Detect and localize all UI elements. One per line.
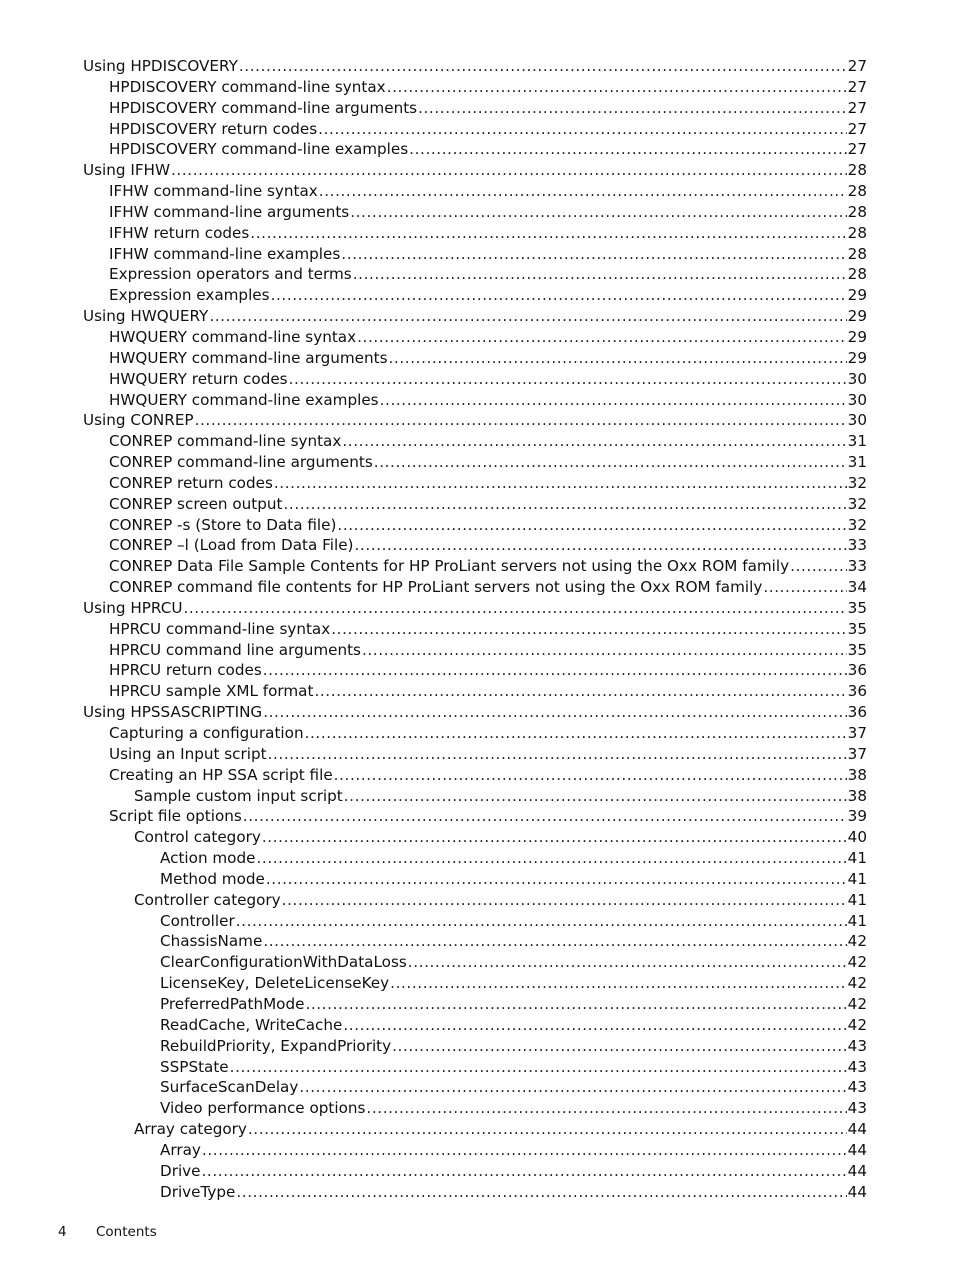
toc-entry-page-number[interactable]: 33 (847, 557, 867, 576)
toc-entry[interactable] (83, 535, 867, 556)
toc-entry-page-number[interactable]: 37 (847, 724, 867, 742)
toc-dot-leader (408, 952, 847, 973)
toc-entry[interactable] (83, 452, 867, 473)
toc-entry-page-number[interactable]: 30 (847, 369, 867, 388)
toc-entry[interactable] (83, 848, 867, 869)
toc-entry-page-number[interactable]: 39 (847, 807, 867, 826)
toc-entry-title[interactable]: Using HPDISCOVERY (83, 57, 238, 75)
toc-dot-leader (266, 869, 847, 890)
toc-entry-title[interactable]: IFHW command-line syntax (109, 182, 318, 201)
toc-dot-leader (230, 1057, 847, 1078)
toc-entry[interactable] (83, 390, 867, 411)
toc-entry-page-number[interactable]: 27 (847, 98, 867, 117)
toc-entry[interactable] (83, 702, 867, 723)
toc-entry[interactable] (83, 285, 867, 306)
toc-dot-leader (202, 1140, 847, 1161)
toc-dot-leader (343, 1015, 846, 1036)
toc-entry[interactable] (83, 556, 867, 577)
toc-entry-page-number[interactable]: 33 (847, 536, 867, 555)
toc-dot-leader (183, 598, 846, 619)
toc-entry-page-number[interactable]: 34 (847, 578, 867, 597)
toc-entry-page-number[interactable]: 30 (847, 390, 867, 409)
toc-dot-leader (239, 56, 847, 77)
toc-entry[interactable] (83, 911, 867, 932)
toc-entry[interactable] (83, 56, 867, 77)
toc-dot-leader (289, 369, 847, 390)
toc-entry-title[interactable]: HPDISCOVERY command-line syntax (109, 77, 386, 96)
toc-entry-title[interactable]: Controller category (134, 890, 281, 909)
toc-dot-leader (334, 765, 847, 786)
toc-entry-title[interactable]: Array category (134, 1120, 247, 1139)
toc-dot-leader (305, 723, 847, 744)
toc-entry[interactable] (83, 77, 867, 98)
toc-entry-page-number[interactable]: 43 (847, 1036, 867, 1055)
toc-entry[interactable] (83, 202, 867, 223)
toc-entry[interactable] (83, 431, 867, 452)
toc-dot-leader (362, 640, 847, 661)
toc-entry-page-number[interactable]: 44 (847, 1182, 867, 1201)
toc-entry-page-number[interactable]: 29 (847, 348, 867, 367)
toc-entry[interactable] (83, 410, 867, 431)
toc-entry-title[interactable]: HWQUERY command-line arguments (109, 348, 388, 367)
toc-entry-page-number[interactable]: 31 (847, 453, 867, 472)
toc-entry-page-number[interactable]: 38 (847, 786, 867, 805)
toc-entry-title[interactable]: CONREP Data File Sample Contents for HP ProLiant servers not using the Oxx ROM family (109, 557, 790, 576)
toc-dot-leader (271, 285, 847, 306)
toc-entry-page-number[interactable]: 28 (847, 182, 867, 201)
toc-entry[interactable] (83, 869, 867, 890)
toc-entry-title[interactable]: Using HPRCU (83, 598, 183, 617)
toc-entry-title[interactable]: Using an Input script (109, 744, 267, 763)
toc-dot-leader (331, 619, 846, 640)
toc-entry-title[interactable]: ReadCache, WriteCache (160, 1015, 343, 1034)
toc-dot-leader (268, 744, 847, 765)
toc-entry-title[interactable]: DriveType (160, 1182, 236, 1201)
toc-entry-title[interactable]: SSPState (160, 1057, 229, 1076)
toc-entry-page-number[interactable]: 41 (847, 890, 867, 909)
toc-entry-title[interactable]: HWQUERY command-line syntax (109, 327, 357, 346)
toc-dot-leader (353, 264, 847, 285)
toc-entry[interactable] (83, 139, 867, 160)
toc-entry[interactable] (83, 244, 867, 265)
footer-section-title: Contents (96, 1224, 157, 1240)
footer-page-number: 4 (58, 1224, 67, 1240)
toc-entry-page-number[interactable]: 27 (847, 140, 867, 159)
toc-entry[interactable] (83, 1161, 867, 1182)
toc-entry-page-number[interactable]: 42 (847, 1015, 867, 1034)
toc-entry-title[interactable]: Script file options (109, 807, 242, 826)
toc-entry[interactable] (83, 1015, 867, 1036)
toc-dot-leader (366, 1098, 846, 1119)
toc-entry-page-number[interactable]: 28 (847, 161, 867, 180)
toc-entry-page-number[interactable]: 43 (847, 1099, 867, 1118)
toc-entry-page-number[interactable]: 44 (847, 1140, 867, 1159)
toc-entry-title[interactable]: Using IFHW (83, 161, 170, 180)
toc-entry[interactable] (83, 119, 867, 140)
toc-dot-leader (282, 890, 847, 911)
toc-entry-title[interactable]: HPDISCOVERY command-line arguments (109, 98, 418, 117)
toc-entry-page-number[interactable]: 29 (847, 286, 867, 305)
toc-entry-title[interactable]: LicenseKey, DeleteLicenseKey (160, 974, 390, 993)
toc-entry-page-number[interactable]: 35 (847, 640, 867, 659)
toc-dot-leader (262, 827, 847, 848)
toc-entry[interactable] (83, 952, 867, 973)
toc-entry-page-number[interactable]: 36 (847, 661, 867, 680)
toc-entry-title[interactable]: Creating an HP SSA script file (109, 765, 333, 784)
toc-entry[interactable] (83, 98, 867, 119)
toc-entry-page-number[interactable]: 36 (847, 703, 867, 722)
toc-entry-page-number[interactable]: 44 (847, 1161, 867, 1180)
toc-entry-title[interactable]: CONREP –l (Load from Data File) (109, 536, 354, 555)
toc-entry[interactable] (83, 348, 867, 369)
toc-dot-leader (357, 327, 847, 348)
toc-entry-page-number[interactable]: 42 (847, 974, 867, 993)
toc-entry-page-number[interactable]: 31 (847, 432, 867, 451)
toc-entry-title[interactable]: HPRCU return codes (109, 661, 262, 680)
toc-dot-leader (274, 473, 847, 494)
toc-entry-title[interactable]: CONREP command-line syntax (109, 432, 342, 451)
toc-entry[interactable] (83, 1036, 867, 1057)
page-footer (58, 1222, 157, 1242)
toc-entry-title[interactable]: CONREP screen output (109, 494, 283, 513)
toc-entry[interactable] (83, 660, 867, 681)
table-of-contents (83, 56, 867, 1202)
toc-entry[interactable] (83, 931, 867, 952)
toc-dot-leader (256, 848, 846, 869)
toc-dot-leader (341, 244, 846, 265)
toc-entry[interactable] (83, 973, 867, 994)
toc-dot-leader (374, 452, 847, 473)
toc-entry[interactable] (83, 640, 867, 661)
toc-dot-leader (387, 77, 847, 98)
toc-entry-page-number[interactable]: 41 (847, 911, 867, 930)
toc-entry-page-number[interactable]: 32 (847, 494, 867, 513)
toc-dot-leader (389, 348, 847, 369)
toc-entry-page-number[interactable]: 28 (847, 265, 867, 284)
toc-entry-title[interactable]: ChassisName (160, 932, 263, 951)
toc-dot-leader (305, 994, 846, 1015)
toc-entry-title[interactable]: ClearConfigurationWithDataLoss (160, 953, 407, 972)
toc-dot-leader (344, 786, 847, 807)
toc-entry-page-number[interactable]: 41 (847, 849, 867, 868)
toc-entry-page-number[interactable]: 42 (847, 953, 867, 972)
toc-entry-page-number[interactable]: 28 (847, 244, 867, 263)
toc-dot-leader (763, 577, 846, 598)
toc-entry-title[interactable]: Action mode (160, 849, 256, 868)
toc-dot-leader (392, 1036, 847, 1057)
toc-entry-title[interactable]: HPRCU command line arguments (109, 640, 361, 659)
toc-entry-title[interactable]: IFHW command-line examples (109, 244, 341, 263)
toc-dot-leader (209, 306, 846, 327)
toc-entry-title[interactable]: CONREP -s (Store to Data file) (109, 515, 337, 534)
toc-entry-title[interactable]: IFHW return codes (109, 223, 250, 242)
toc-dot-leader (380, 390, 847, 411)
toc-entry-title[interactable]: Using HPSSASCRIPTING (83, 703, 263, 722)
toc-entry[interactable] (83, 515, 867, 536)
toc-entry[interactable] (83, 723, 867, 744)
toc-entry-title[interactable]: Method mode (160, 869, 265, 888)
toc-entry-title[interactable]: Video performance options (160, 1099, 366, 1118)
toc-entry-page-number[interactable]: 27 (847, 119, 867, 138)
toc-dot-leader (243, 806, 847, 827)
toc-entry-title[interactable]: RebuildPriority, ExpandPriority (160, 1036, 392, 1055)
toc-entry[interactable] (83, 264, 867, 285)
toc-entry[interactable] (83, 890, 867, 911)
toc-dot-leader (409, 139, 847, 160)
toc-entry[interactable] (83, 598, 867, 619)
toc-entry[interactable] (83, 369, 867, 390)
toc-dot-leader (342, 431, 846, 452)
toc-dot-leader (390, 973, 847, 994)
toc-entry-title[interactable]: Using HWQUERY (83, 307, 209, 326)
toc-entry[interactable] (83, 1098, 867, 1119)
toc-entry-title[interactable]: HWQUERY return codes (109, 369, 288, 388)
toc-entry[interactable] (83, 577, 867, 598)
toc-entry-page-number[interactable]: 41 (847, 869, 867, 888)
toc-dot-leader (195, 410, 847, 431)
toc-entry[interactable] (83, 806, 867, 827)
toc-entry-page-number[interactable]: 27 (847, 57, 867, 75)
toc-entry-page-number[interactable]: 44 (847, 1120, 867, 1139)
toc-dot-leader (263, 931, 846, 952)
toc-entry-page-number[interactable]: 28 (847, 202, 867, 221)
toc-entry[interactable] (83, 744, 867, 765)
toc-entry[interactable] (83, 827, 867, 848)
toc-entry-page-number[interactable]: 42 (847, 994, 867, 1013)
toc-entry-title[interactable]: PreferredPathMode (160, 994, 305, 1013)
toc-entry-title[interactable]: Control category (134, 828, 261, 847)
toc-entry[interactable] (83, 223, 867, 244)
toc-entry-page-number[interactable]: 36 (847, 682, 867, 701)
toc-entry-title[interactable]: IFHW command-line arguments (109, 202, 350, 221)
toc-entry-page-number[interactable]: 35 (847, 619, 867, 638)
toc-entry[interactable] (83, 1140, 867, 1161)
toc-dot-leader (263, 702, 846, 723)
toc-entry[interactable] (83, 786, 867, 807)
toc-entry-page-number[interactable]: 32 (847, 515, 867, 534)
toc-entry[interactable] (83, 473, 867, 494)
toc-entry-page-number[interactable]: 32 (847, 473, 867, 492)
toc-dot-leader (299, 1077, 846, 1098)
toc-dot-leader (283, 494, 846, 515)
toc-dot-leader (250, 223, 846, 244)
toc-entry[interactable] (83, 160, 867, 181)
toc-entry[interactable] (83, 765, 867, 786)
toc-entry-page-number[interactable]: 40 (847, 828, 867, 847)
toc-entry[interactable] (83, 306, 867, 327)
toc-entry[interactable] (83, 327, 867, 348)
toc-dot-leader (354, 535, 846, 556)
toc-dot-leader (248, 1119, 847, 1140)
toc-entry[interactable] (83, 1119, 867, 1140)
toc-entry-title[interactable]: CONREP command-line arguments (109, 453, 373, 472)
toc-dot-leader (236, 911, 847, 932)
toc-entry-title[interactable]: Using CONREP (83, 411, 194, 430)
toc-entry-title[interactable]: Expression operators and terms (109, 265, 352, 284)
toc-entry-page-number[interactable]: 43 (847, 1057, 867, 1076)
toc-dot-leader (171, 160, 847, 181)
toc-entry-page-number[interactable]: 27 (847, 77, 867, 96)
toc-entry-page-number[interactable]: 28 (847, 223, 867, 242)
toc-entry-title[interactable]: HWQUERY command-line examples (109, 390, 379, 409)
toc-entry[interactable] (83, 1077, 867, 1098)
toc-entry-page-number[interactable]: 30 (847, 411, 867, 430)
toc-dot-leader (202, 1161, 847, 1182)
toc-dot-leader (790, 556, 847, 577)
toc-dot-leader (418, 98, 847, 119)
toc-dot-leader (319, 181, 847, 202)
toc-entry-title[interactable]: Sample custom input script (134, 786, 343, 805)
toc-dot-leader (263, 660, 847, 681)
toc-entry[interactable] (83, 619, 867, 640)
toc-dot-leader (314, 681, 846, 702)
toc-entry-title[interactable]: CONREP return codes (109, 473, 273, 492)
toc-entry-title[interactable]: SurfaceScanDelay (160, 1078, 299, 1097)
toc-entry-title[interactable]: HPRCU command-line syntax (109, 619, 331, 638)
toc-dot-leader (318, 119, 847, 140)
toc-entry-page-number[interactable]: 43 (847, 1078, 867, 1097)
toc-dot-leader (337, 515, 846, 536)
toc-entry-title[interactable]: Array (160, 1140, 201, 1159)
toc-dot-leader (236, 1182, 846, 1203)
toc-dot-leader (350, 202, 846, 223)
toc-entry-title[interactable]: Expression examples (109, 286, 270, 305)
toc-entry-page-number[interactable]: 29 (847, 307, 867, 326)
toc-entry[interactable] (83, 994, 867, 1015)
toc-entry-page-number[interactable]: 42 (847, 932, 867, 951)
toc-entry[interactable] (83, 494, 867, 515)
toc-entry-title[interactable]: HPRCU sample XML format (109, 682, 314, 701)
toc-entry[interactable] (83, 1182, 867, 1203)
toc-entry-page-number[interactable]: 38 (847, 765, 867, 784)
toc-entry[interactable] (83, 1057, 867, 1078)
toc-entry-title[interactable]: HPDISCOVERY return codes (109, 119, 318, 138)
toc-entry-title[interactable]: CONREP command file contents for HP ProLiant servers not using the Oxx ROM family (109, 578, 763, 597)
toc-entry-title[interactable]: Controller (160, 911, 235, 930)
toc-entry[interactable] (83, 681, 867, 702)
toc-entry[interactable] (83, 181, 867, 202)
toc-entry-page-number[interactable]: 35 (847, 598, 867, 617)
toc-entry-title[interactable]: Capturing a configuration (109, 724, 304, 742)
toc-entry-title[interactable]: HPDISCOVERY command-line examples (109, 140, 409, 159)
toc-entry-title[interactable]: Drive (160, 1161, 201, 1180)
toc-entry-page-number[interactable]: 37 (847, 744, 867, 763)
toc-entry-page-number[interactable]: 29 (847, 327, 867, 346)
